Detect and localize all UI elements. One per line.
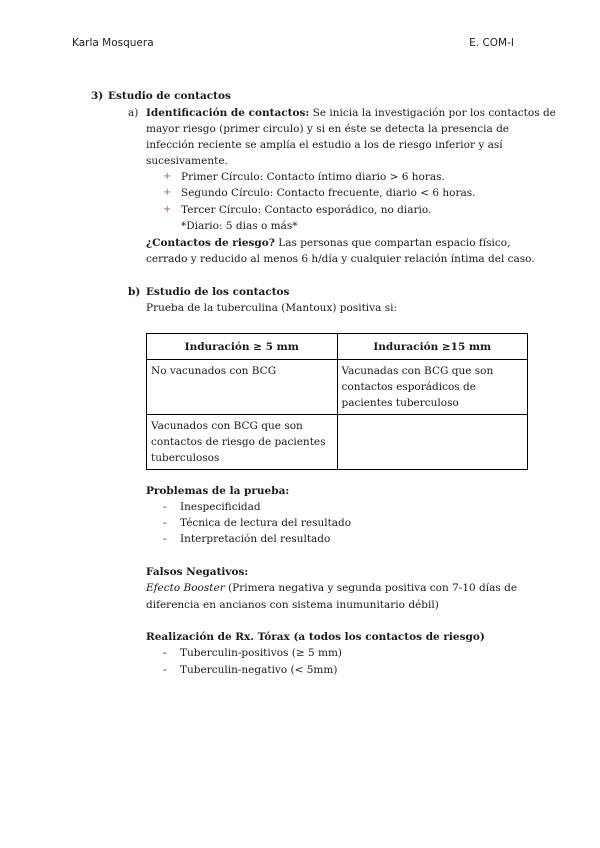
false-neg-line-1 [146,580,517,596]
circle-item: Tercer Círculo: Contacto esporádico, no diario. [181,204,432,216]
diario-note: *Diario: 5 dias o más* [181,220,298,232]
induration-table [146,333,528,470]
table-cell: Vacunados con BCG que son contactos de riesgo de pacientes tuberculosos [147,415,338,470]
problems-title [146,483,289,499]
table-cell [337,415,528,470]
booster-term: Efecto Booster [146,582,225,594]
section-title-text: Estudio de contactos [108,90,231,102]
problem-text: Interpretación del resultado [180,533,331,545]
table-header: Induración ≥ 5 mm [147,334,338,360]
risk-title: ¿Contactos de riesgo? [146,237,275,249]
list-item [163,515,351,531]
table-row [147,360,528,415]
dash-bullet-icon: - [163,664,167,676]
item-a-label: a) [128,107,139,119]
item-a-text-3: infección reciente se amplía el estudio a los de riesgo inferior y así [146,139,503,151]
circle-item: Segundo Círculo: Contacto frecuente, diario < 6 horas. [181,187,476,199]
section-number: 3) [91,90,104,102]
item-a-line-1 [146,105,556,121]
risk-text-1: Las personas que compartan espacio físico, [278,237,511,249]
circle-item: Primer Círculo: Contacto íntimo diario > 6 horas. [181,171,445,183]
plus-bullet-icon: + [163,187,172,198]
item-b-subtitle: Prueba de la tuberculina (Mantoux) positiva si: [146,302,397,314]
false-neg-text-1: (Primera negativa y segunda positiva con 7-10 días de [228,582,518,594]
table-cell: No vacunados con BCG [147,360,338,415]
list-item [163,531,330,547]
dash-bullet-icon: - [163,501,167,513]
dash-bullet-icon: - [163,533,167,545]
dash-bullet-icon: - [163,517,167,529]
false-neg-title-text: Falsos Negativos: [146,566,249,578]
section-heading [91,88,103,104]
author-name: Karla Mosquera [72,37,154,49]
risk-text-2: cerrado y reducido al menos 6 h/día y cualquier relación íntima del caso. [146,253,535,265]
table-header: Induración ≥15 mm [337,334,528,360]
item-a-text-1: Se inicia la investigación por los contactos de [312,107,556,119]
risk-line-1 [146,235,510,251]
table-row [147,415,528,470]
xray-title [146,629,485,645]
item-b-title [146,284,289,300]
xray-item-text: Tuberculin-positivos (≥ 5 mm) [180,647,342,659]
list-item [163,645,342,661]
problems-title-text: Problemas de la prueba: [146,485,290,497]
item-a-title: Identificación de contactos: [146,107,310,119]
plus-bullet-icon: + [163,171,172,182]
list-item [163,662,337,678]
xray-item-text: Tuberculin-negativo (< 5mm) [180,664,338,676]
plus-bullet-icon: + [163,204,172,215]
section-title [108,88,231,104]
problem-text: Inespecificidad [180,501,261,513]
false-neg-title [146,564,248,580]
item-b-label-text: b) [128,286,141,298]
course-code: E. COM-I [469,37,514,49]
list-item [163,499,261,515]
dash-bullet-icon: - [163,647,167,659]
item-a-text-4: sucesivamente. [146,155,228,167]
table-header-row [147,334,528,360]
item-b-title-text: Estudio de los contactos [146,286,290,298]
item-b-label [128,284,140,300]
false-neg-text-2: diferencia en ancianos con sistema inumunitario débil) [146,599,439,611]
item-a-text-2: mayor riesgo (primer circulo) y si en éste se detecta la presencia de [146,123,510,135]
problem-text: Técnica de lectura del resultado [180,517,352,529]
table-cell: Vacunadas con BCG que son contactos esporádicos de pacientes tuberculoso [337,360,528,415]
xray-title-text: Realización de Rx. Tórax (a todos los contactos de riesgo) [146,631,485,643]
